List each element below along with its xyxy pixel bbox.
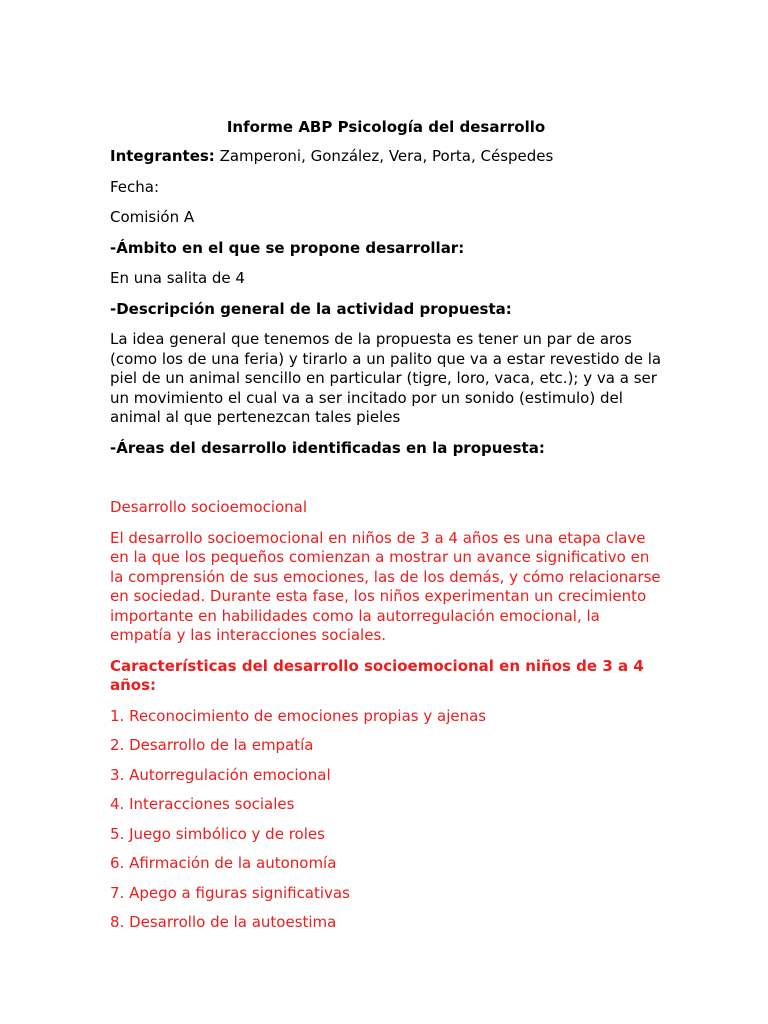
list-item: 2. Desarrollo de la empatía — [110, 736, 314, 754]
ambito-heading: -Ámbito en el que se propone desarrollar: — [110, 238, 465, 257]
blank-line — [110, 469, 662, 498]
list-item: 8. Desarrollo de la autoestima — [110, 913, 337, 931]
descripcion-heading: -Descripción general de la actividad propuesta: — [110, 299, 512, 318]
caracteristicas-heading: Características del desarrollo socioemocional en niños de 3 a 4 años: — [110, 656, 644, 694]
list-item: 5. Juego simbólico y de roles — [110, 824, 325, 843]
document-page — [110, 118, 662, 943]
integrantes-value: Zamperoni, González, Vera, Porta, Céspedes — [214, 147, 554, 165]
list-item: 4. Interacciones sociales — [110, 795, 295, 813]
list-item: 3. Autorregulación emocional — [110, 765, 331, 784]
areas-heading: -Áreas del desarrollo identificadas en la propuesta: — [110, 438, 545, 457]
integrantes-label: Integrantes: — [110, 147, 215, 165]
descripcion-text: La idea general que tenemos de la propuesta es tener un par de aros (como los de una feria) y tirarlo a un palito que va a estar revestido de la piel de un animal sencillo en particular (tigre, loro, vaca, etc.); y va a ser un movimiento el cual va a ser incitado por un sonido (estimulo) del animal al que pertenezcan tales pieles — [110, 330, 662, 426]
list-item: 1. Reconocimiento de emociones propias y ajenas — [110, 706, 487, 725]
document-title: Informe ABP Psicología del desarrollo — [226, 118, 546, 136]
socioemocional-heading: Desarrollo socioemocional — [110, 498, 308, 516]
ambito-text: En una salita de 4 — [110, 269, 245, 287]
fecha-line: Fecha: — [110, 177, 160, 196]
comision-line: Comisión A — [110, 208, 195, 226]
caracteristicas-list — [110, 707, 662, 933]
integrantes-line — [110, 147, 662, 167]
socioemocional-text: El desarrollo socioemocional en niños de 3 a 4 años es una etapa clave en la que los pequeños comienzan a mostrar un avance significativo en la comprensión de sus emociones, las de los demás, y cómo relacionarse en sociedad. Durante esta fase, los niños experimentan un crecimiento importante en habilidades como la autorregulación emocional, la empatía y las interacciones sociales. — [110, 528, 661, 644]
list-item: 6. Afirmación de la autonomía — [110, 854, 337, 872]
list-item: 7. Apego a figuras significativas — [110, 883, 350, 902]
